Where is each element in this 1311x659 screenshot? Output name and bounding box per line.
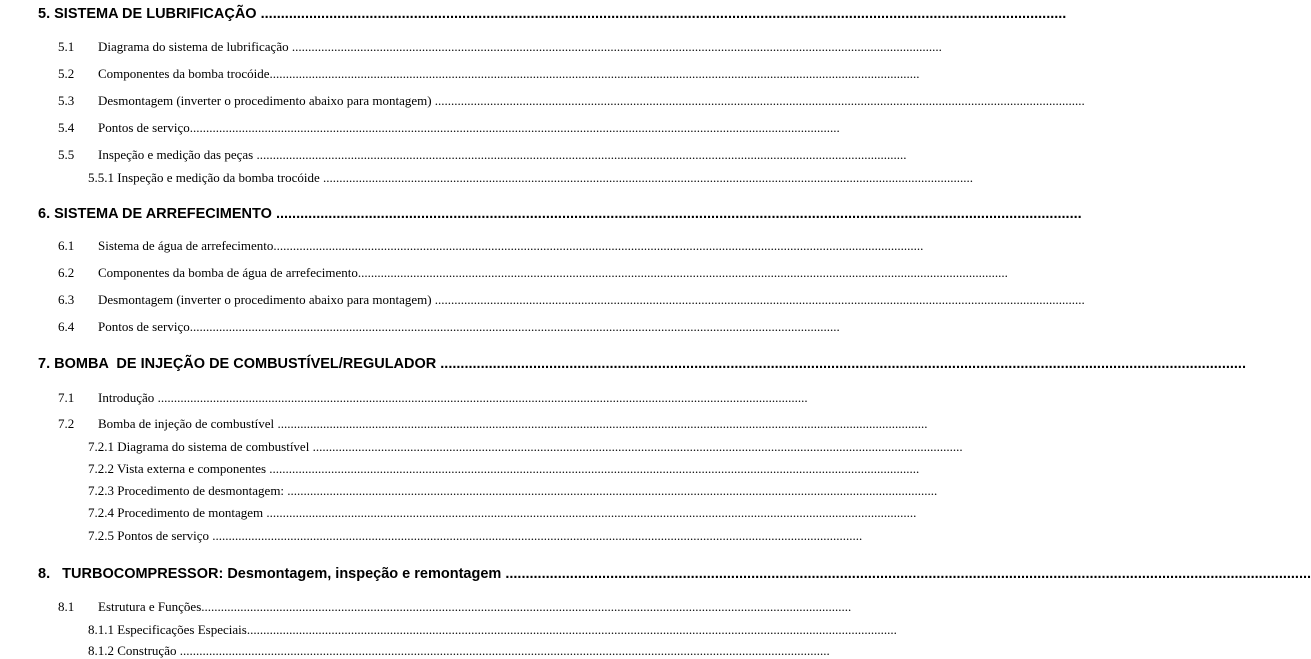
item-number: 6.3 xyxy=(58,292,75,307)
leader-dots: ........................................................................................................................................................................................................ xyxy=(212,528,863,543)
leader-dots: ........................................................................................................................................................................................................ xyxy=(434,93,1085,108)
toc-subitem-8-1-1[interactable] xyxy=(88,622,897,638)
section-title: 6. SISTEMA DE ARREFECIMENTO xyxy=(38,206,272,222)
section-title: 5. SISTEMA DE LUBRIFICAÇÃO xyxy=(38,6,257,22)
toc-subitem-7-2-4[interactable] xyxy=(88,505,917,521)
item-label: 7.2.5 Pontos de serviço xyxy=(88,528,209,543)
toc-item-6-1[interactable] xyxy=(58,238,924,254)
leader-dots: ........................................................................................................................................................................................................ xyxy=(189,120,840,135)
item-label: 7.2.3 Procedimento de desmontagem: xyxy=(88,483,285,498)
item-label: Desmontagem (inverter o procedimento abaixo para montagem) xyxy=(98,93,432,108)
section-title: 7. BOMBA DE INJEÇÃO DE COMBUSTÍVEL/REGULADOR xyxy=(38,356,437,372)
item-label: 7.2.1 Diagrama do sistema de combustível xyxy=(88,439,310,454)
toc-section-8[interactable] xyxy=(38,566,1311,582)
toc-item-5-5[interactable] xyxy=(58,147,907,163)
leader-dots: ........................................................................................................................................................................................................ xyxy=(260,6,1067,22)
toc-section-7[interactable] xyxy=(38,356,1246,372)
toc-item-5-4[interactable] xyxy=(58,120,840,136)
leader-dots: ........................................................................................................................................................................................................ xyxy=(201,599,852,614)
item-label: 7.2.2 Vista externa e componentes xyxy=(88,461,267,476)
item-label: Componentes da bomba trocóide xyxy=(98,66,270,81)
leader-dots: ........................................................................................................................................................................................................ xyxy=(434,292,1085,307)
item-number: 5.2 xyxy=(58,66,75,81)
item-label: Diagrama do sistema de lubrificação xyxy=(98,39,289,54)
leader-dots: ........................................................................................................................................................................................................ xyxy=(505,566,1311,582)
item-number: 7.2 xyxy=(58,416,75,431)
leader-dots: ........................................................................................................................................................................................................ xyxy=(269,461,920,476)
item-number: 8.1 xyxy=(58,599,75,614)
leader-dots: ........................................................................................................................................................................................................ xyxy=(357,265,1008,280)
leader-dots: ........................................................................................................................................................................................................ xyxy=(275,206,1082,222)
leader-dots: ........................................................................................................................................................................................................ xyxy=(157,390,808,405)
toc-section-5[interactable] xyxy=(38,6,1067,22)
toc-item-7-2[interactable] xyxy=(58,416,928,432)
toc-item-5-1[interactable] xyxy=(58,39,942,55)
section-title: 8. TURBOCOMPRESSOR: Desmontagem, inspeção e remontagem xyxy=(38,566,502,582)
item-label: Componentes da bomba de água de arrefecimento xyxy=(98,265,358,280)
toc-subitem-7-2-1[interactable] xyxy=(88,439,963,455)
item-number: 7.1 xyxy=(58,390,75,405)
toc-item-6-2[interactable] xyxy=(58,265,1008,281)
item-number: 5.5 xyxy=(58,147,75,162)
toc-item-8-1[interactable] xyxy=(58,599,852,615)
item-label: 5.5.1 Inspeção e medição da bomba trocóide xyxy=(88,170,320,185)
item-label: Pontos de serviço xyxy=(98,120,190,135)
item-label: 8.1.2 Construção xyxy=(88,643,177,658)
toc-subitem-7-2-3[interactable] xyxy=(88,483,938,499)
leader-dots: ........................................................................................................................................................................................................ xyxy=(291,39,942,54)
leader-dots: ........................................................................................................................................................................................................ xyxy=(179,643,830,658)
item-number: 5.1 xyxy=(58,39,75,54)
item-label: Inspeção e medição das peças xyxy=(98,147,254,162)
item-label: Desmontagem (inverter o procedimento abaixo para montagem) xyxy=(98,292,432,307)
leader-dots: ........................................................................................................................................................................................................ xyxy=(287,483,938,498)
item-number: 6.4 xyxy=(58,319,75,334)
leader-dots: ........................................................................................................................................................................................................ xyxy=(269,66,920,81)
leader-dots: ........................................................................................................................................................................................................ xyxy=(273,238,924,253)
toc-section-6[interactable] xyxy=(38,206,1082,222)
item-number: 6.1 xyxy=(58,238,75,253)
toc-item-7-1[interactable] xyxy=(58,390,808,406)
toc-item-5-3[interactable] xyxy=(58,93,1085,109)
item-number: 5.3 xyxy=(58,93,75,108)
item-label: Bomba de injeção de combustível xyxy=(98,416,275,431)
item-label: 7.2.4 Procedimento de montagem xyxy=(88,505,264,520)
leader-dots: ........................................................................................................................................................................................................ xyxy=(266,505,917,520)
item-label: Introdução xyxy=(98,390,155,405)
leader-dots: ........................................................................................................................................................................................................ xyxy=(323,170,973,185)
leader-dots: ........................................................................................................................................................................................................ xyxy=(440,356,1246,372)
item-label: Estrutura e Funções xyxy=(98,599,202,614)
item-number: 6.2 xyxy=(58,265,75,280)
item-label: 8.1.1 Especificações Especiais xyxy=(88,622,247,637)
leader-dots: ........................................................................................................................................................................................................ xyxy=(256,147,907,162)
item-label: Sistema de água de arrefecimento xyxy=(98,238,274,253)
item-number: 5.4 xyxy=(58,120,75,135)
item-label: Pontos de serviço xyxy=(98,319,190,334)
toc-item-5-2[interactable] xyxy=(58,66,920,82)
leader-dots: ........................................................................................................................................................................................................ xyxy=(277,416,928,431)
toc-item-6-3[interactable] xyxy=(58,292,1085,308)
toc-subitem-8-1-2[interactable] xyxy=(88,643,830,659)
leader-dots: ........................................................................................................................................................................................................ xyxy=(189,319,840,334)
leader-dots: ........................................................................................................................................................................................................ xyxy=(312,439,963,454)
toc-subitem-7-2-2[interactable] xyxy=(88,461,920,477)
toc-item-6-4[interactable] xyxy=(58,319,840,335)
toc-subitem-5-5-1[interactable] xyxy=(88,170,973,186)
leader-dots: ........................................................................................................................................................................................................ xyxy=(246,622,897,637)
toc-subitem-7-2-5[interactable] xyxy=(88,528,863,544)
